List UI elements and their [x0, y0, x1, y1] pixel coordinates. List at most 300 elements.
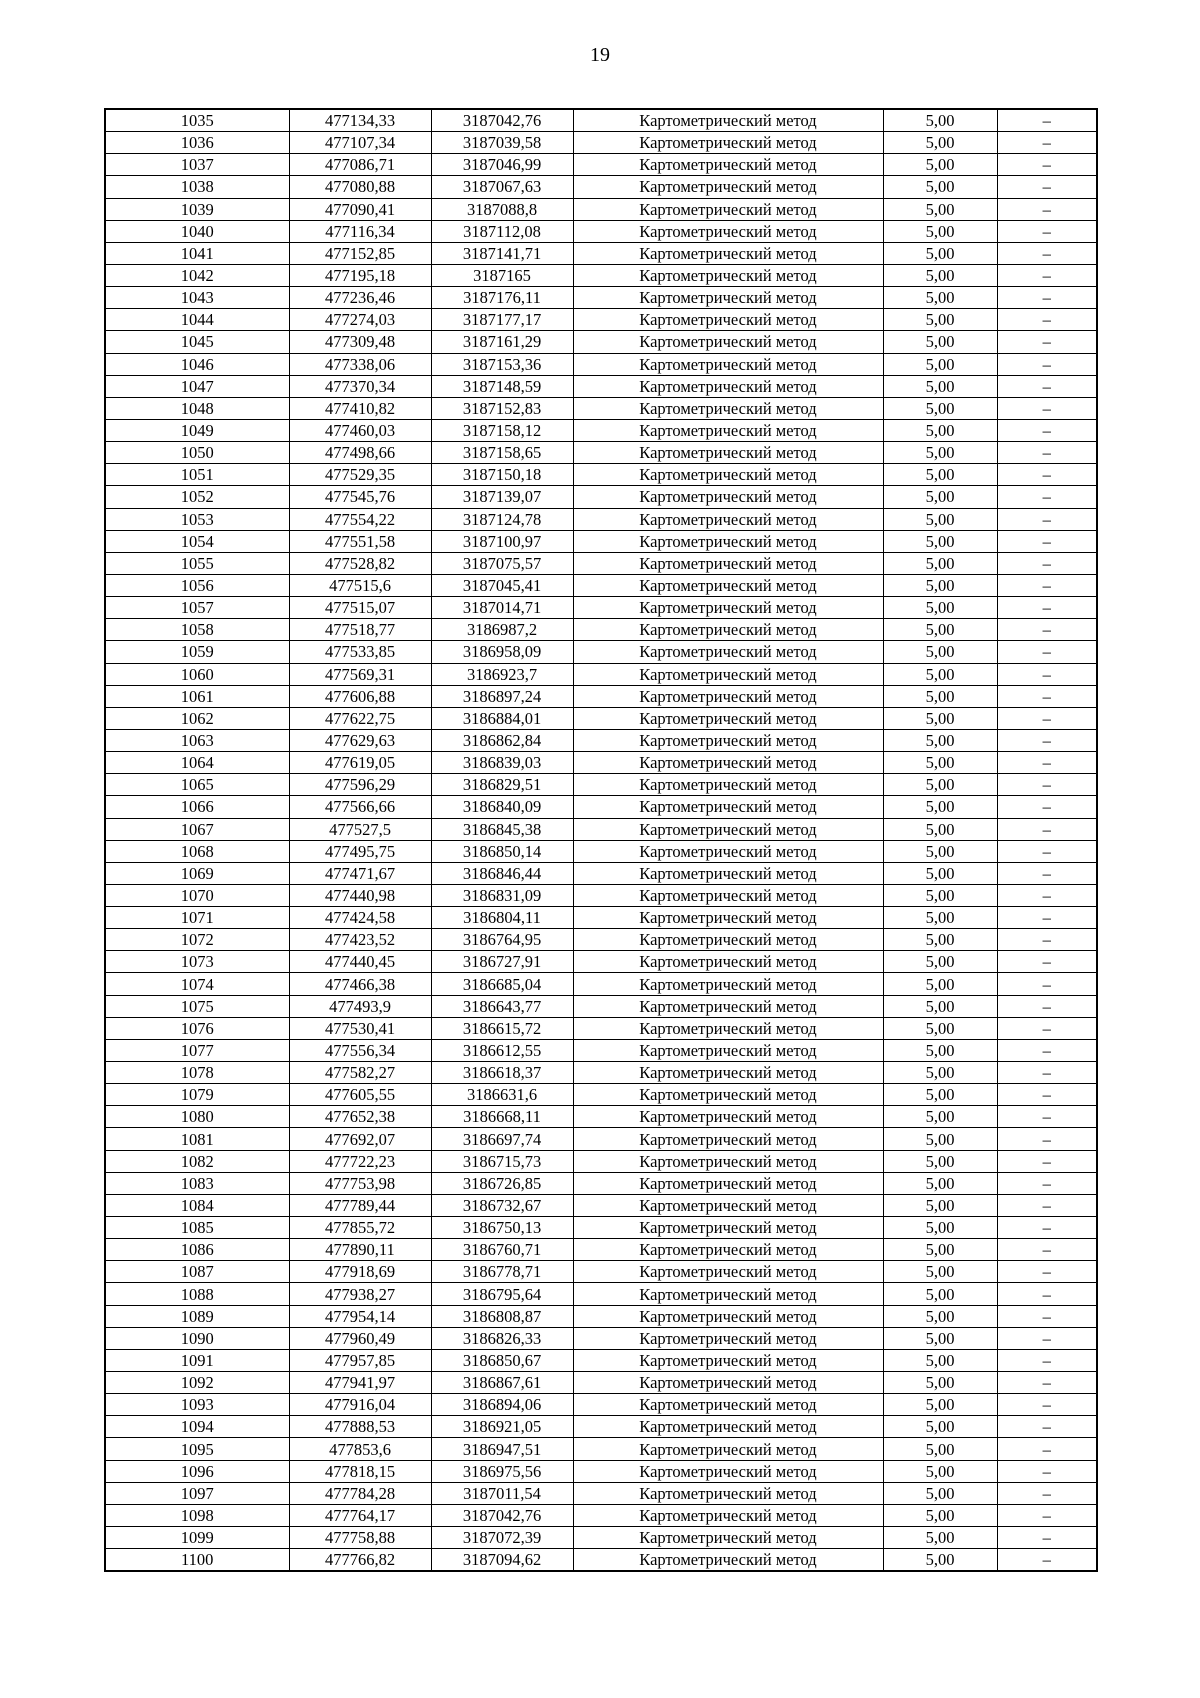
- y-coordinate-cell: 3187094,62: [431, 1549, 573, 1572]
- accuracy-cell: 5,00: [883, 242, 997, 264]
- point-number-cell: 1087: [105, 1261, 289, 1283]
- accuracy-cell: 5,00: [883, 1062, 997, 1084]
- accuracy-cell: 5,00: [883, 419, 997, 441]
- y-coordinate-cell: 3186987,2: [431, 619, 573, 641]
- table-row: [105, 641, 1097, 663]
- method-cell: Картометрический метод: [573, 1150, 883, 1172]
- method-cell: Картометрический метод: [573, 1128, 883, 1150]
- point-number-cell: 1062: [105, 707, 289, 729]
- accuracy-cell: 5,00: [883, 818, 997, 840]
- method-cell: Картометрический метод: [573, 1482, 883, 1504]
- accuracy-cell: 5,00: [883, 132, 997, 154]
- note-cell: –: [997, 1128, 1097, 1150]
- table-row: [105, 973, 1097, 995]
- accuracy-cell: 5,00: [883, 1504, 997, 1526]
- point-number-cell: 1048: [105, 397, 289, 419]
- x-coordinate-cell: 477853,6: [289, 1438, 431, 1460]
- y-coordinate-cell: 3187042,76: [431, 109, 573, 132]
- x-coordinate-cell: 477515,07: [289, 597, 431, 619]
- method-cell: Картометрический метод: [573, 1084, 883, 1106]
- y-coordinate-cell: 3187072,39: [431, 1527, 573, 1549]
- y-coordinate-cell: 3186845,38: [431, 818, 573, 840]
- y-coordinate-cell: 3186631,6: [431, 1084, 573, 1106]
- x-coordinate-cell: 477890,11: [289, 1239, 431, 1261]
- accuracy-cell: 5,00: [883, 884, 997, 906]
- note-cell: –: [997, 1283, 1097, 1305]
- x-coordinate-cell: 477493,9: [289, 995, 431, 1017]
- x-coordinate-cell: 477274,03: [289, 309, 431, 331]
- table-row: [105, 1527, 1097, 1549]
- method-cell: Картометрический метод: [573, 442, 883, 464]
- accuracy-cell: 5,00: [883, 220, 997, 242]
- table-row: [105, 552, 1097, 574]
- method-cell: Картометрический метод: [573, 176, 883, 198]
- y-coordinate-cell: 3186732,67: [431, 1194, 573, 1216]
- accuracy-cell: 5,00: [883, 1372, 997, 1394]
- table-row: [105, 287, 1097, 309]
- note-cell: –: [997, 663, 1097, 685]
- x-coordinate-cell: 477554,22: [289, 508, 431, 530]
- y-coordinate-cell: 3186727,91: [431, 951, 573, 973]
- method-cell: Картометрический метод: [573, 862, 883, 884]
- x-coordinate-cell: 477606,88: [289, 685, 431, 707]
- x-coordinate-cell: 477556,34: [289, 1039, 431, 1061]
- table-row: [105, 1460, 1097, 1482]
- note-cell: –: [997, 641, 1097, 663]
- point-number-cell: 1052: [105, 486, 289, 508]
- point-number-cell: 1036: [105, 132, 289, 154]
- table-row: [105, 464, 1097, 486]
- table-row: [105, 375, 1097, 397]
- x-coordinate-cell: 477622,75: [289, 707, 431, 729]
- accuracy-cell: 5,00: [883, 1017, 997, 1039]
- y-coordinate-cell: 3186894,06: [431, 1394, 573, 1416]
- table-row: [105, 1416, 1097, 1438]
- point-number-cell: 1046: [105, 353, 289, 375]
- method-cell: Картометрический метод: [573, 154, 883, 176]
- y-coordinate-cell: 3186839,03: [431, 752, 573, 774]
- point-number-cell: 1051: [105, 464, 289, 486]
- x-coordinate-cell: 477855,72: [289, 1217, 431, 1239]
- y-coordinate-cell: 3186884,01: [431, 707, 573, 729]
- table-row: [105, 729, 1097, 751]
- note-cell: –: [997, 309, 1097, 331]
- table-row: [105, 752, 1097, 774]
- y-coordinate-cell: 3187158,65: [431, 442, 573, 464]
- note-cell: –: [997, 951, 1097, 973]
- table-row: [105, 220, 1097, 242]
- method-cell: Картометрический метод: [573, 619, 883, 641]
- point-number-cell: 1081: [105, 1128, 289, 1150]
- table-row: [105, 685, 1097, 707]
- table-row: [105, 619, 1097, 641]
- note-cell: –: [997, 1549, 1097, 1572]
- x-coordinate-cell: 477423,52: [289, 929, 431, 951]
- point-number-cell: 1082: [105, 1150, 289, 1172]
- note-cell: –: [997, 840, 1097, 862]
- y-coordinate-cell: 3186760,71: [431, 1239, 573, 1261]
- point-number-cell: 1041: [105, 242, 289, 264]
- point-number-cell: 1063: [105, 729, 289, 751]
- accuracy-cell: 5,00: [883, 1194, 997, 1216]
- table-row: [105, 176, 1097, 198]
- accuracy-cell: 5,00: [883, 951, 997, 973]
- y-coordinate-cell: 3187088,8: [431, 198, 573, 220]
- table-row: [105, 442, 1097, 464]
- accuracy-cell: 5,00: [883, 619, 997, 641]
- point-number-cell: 1053: [105, 508, 289, 530]
- table-row: [105, 1438, 1097, 1460]
- note-cell: –: [997, 929, 1097, 951]
- x-coordinate-cell: 477818,15: [289, 1460, 431, 1482]
- x-coordinate-cell: 477758,88: [289, 1527, 431, 1549]
- point-number-cell: 1078: [105, 1062, 289, 1084]
- table-row: [105, 1327, 1097, 1349]
- x-coordinate-cell: 477916,04: [289, 1394, 431, 1416]
- note-cell: –: [997, 729, 1097, 751]
- accuracy-cell: 5,00: [883, 1349, 997, 1371]
- table-row: [105, 198, 1097, 220]
- point-number-cell: 1099: [105, 1527, 289, 1549]
- method-cell: Картометрический метод: [573, 1549, 883, 1572]
- method-cell: Картометрический метод: [573, 951, 883, 973]
- point-number-cell: 1066: [105, 796, 289, 818]
- accuracy-cell: 5,00: [883, 1527, 997, 1549]
- note-cell: –: [997, 1438, 1097, 1460]
- note-cell: –: [997, 752, 1097, 774]
- y-coordinate-cell: 3186643,77: [431, 995, 573, 1017]
- y-coordinate-cell: 3186668,11: [431, 1106, 573, 1128]
- method-cell: Картометрический метод: [573, 419, 883, 441]
- method-cell: Картометрический метод: [573, 552, 883, 574]
- point-number-cell: 1050: [105, 442, 289, 464]
- table-row: [105, 597, 1097, 619]
- y-coordinate-cell: 3186923,7: [431, 663, 573, 685]
- accuracy-cell: 5,00: [883, 862, 997, 884]
- accuracy-cell: 5,00: [883, 1460, 997, 1482]
- coordinates-table: [104, 108, 1098, 1572]
- table-row: [105, 397, 1097, 419]
- y-coordinate-cell: 3186808,87: [431, 1305, 573, 1327]
- note-cell: –: [997, 574, 1097, 596]
- x-coordinate-cell: 477424,58: [289, 907, 431, 929]
- accuracy-cell: 5,00: [883, 176, 997, 198]
- y-coordinate-cell: 3186850,14: [431, 840, 573, 862]
- method-cell: Картометрический метод: [573, 707, 883, 729]
- table-row: [105, 818, 1097, 840]
- note-cell: –: [997, 486, 1097, 508]
- point-number-cell: 1056: [105, 574, 289, 596]
- note-cell: –: [997, 1372, 1097, 1394]
- x-coordinate-cell: 477440,45: [289, 951, 431, 973]
- method-cell: Картометрический метод: [573, 729, 883, 751]
- point-number-cell: 1039: [105, 198, 289, 220]
- accuracy-cell: 5,00: [883, 641, 997, 663]
- table-row: [105, 508, 1097, 530]
- accuracy-cell: 5,00: [883, 375, 997, 397]
- x-coordinate-cell: 477960,49: [289, 1327, 431, 1349]
- accuracy-cell: 5,00: [883, 508, 997, 530]
- y-coordinate-cell: 3186612,55: [431, 1039, 573, 1061]
- method-cell: Картометрический метод: [573, 641, 883, 663]
- y-coordinate-cell: 3186826,33: [431, 1327, 573, 1349]
- point-number-cell: 1085: [105, 1217, 289, 1239]
- method-cell: Картометрический метод: [573, 1283, 883, 1305]
- note-cell: –: [997, 242, 1097, 264]
- method-cell: Картометрический метод: [573, 1504, 883, 1526]
- table-row: [105, 242, 1097, 264]
- accuracy-cell: 5,00: [883, 840, 997, 862]
- method-cell: Картометрический метод: [573, 818, 883, 840]
- y-coordinate-cell: 3187139,07: [431, 486, 573, 508]
- table-row: [105, 1062, 1097, 1084]
- y-coordinate-cell: 3186726,85: [431, 1172, 573, 1194]
- accuracy-cell: 5,00: [883, 1039, 997, 1061]
- method-cell: Картометрический метод: [573, 1062, 883, 1084]
- point-number-cell: 1049: [105, 419, 289, 441]
- note-cell: –: [997, 1239, 1097, 1261]
- y-coordinate-cell: 3186846,44: [431, 862, 573, 884]
- y-coordinate-cell: 3187158,12: [431, 419, 573, 441]
- accuracy-cell: 5,00: [883, 663, 997, 685]
- x-coordinate-cell: 477080,88: [289, 176, 431, 198]
- method-cell: Картометрический метод: [573, 1438, 883, 1460]
- method-cell: Картометрический метод: [573, 287, 883, 309]
- point-number-cell: 1072: [105, 929, 289, 951]
- x-coordinate-cell: 477518,77: [289, 619, 431, 641]
- point-number-cell: 1076: [105, 1017, 289, 1039]
- y-coordinate-cell: 3187161,29: [431, 331, 573, 353]
- accuracy-cell: 5,00: [883, 397, 997, 419]
- method-cell: Картометрический метод: [573, 109, 883, 132]
- y-coordinate-cell: 3186618,37: [431, 1062, 573, 1084]
- method-cell: Картометрический метод: [573, 1394, 883, 1416]
- accuracy-cell: 5,00: [883, 464, 997, 486]
- method-cell: Картометрический метод: [573, 464, 883, 486]
- note-cell: –: [997, 464, 1097, 486]
- coordinates-table-body: [105, 109, 1097, 1571]
- method-cell: Картометрический метод: [573, 685, 883, 707]
- table-row: [105, 907, 1097, 929]
- y-coordinate-cell: 3186921,05: [431, 1416, 573, 1438]
- method-cell: Картометрический метод: [573, 264, 883, 286]
- accuracy-cell: 5,00: [883, 353, 997, 375]
- method-cell: Картометрический метод: [573, 796, 883, 818]
- point-number-cell: 1060: [105, 663, 289, 685]
- method-cell: Картометрический метод: [573, 752, 883, 774]
- note-cell: –: [997, 774, 1097, 796]
- table-row: [105, 707, 1097, 729]
- method-cell: Картометрический метод: [573, 1172, 883, 1194]
- accuracy-cell: 5,00: [883, 287, 997, 309]
- point-number-cell: 1073: [105, 951, 289, 973]
- accuracy-cell: 5,00: [883, 929, 997, 951]
- table-row: [105, 530, 1097, 552]
- point-number-cell: 1079: [105, 1084, 289, 1106]
- point-number-cell: 1069: [105, 862, 289, 884]
- point-number-cell: 1059: [105, 641, 289, 663]
- method-cell: Картометрический метод: [573, 1017, 883, 1039]
- accuracy-cell: 5,00: [883, 154, 997, 176]
- y-coordinate-cell: 3187039,58: [431, 132, 573, 154]
- x-coordinate-cell: 477938,27: [289, 1283, 431, 1305]
- y-coordinate-cell: 3186862,84: [431, 729, 573, 751]
- table-row: [105, 486, 1097, 508]
- method-cell: Картометрический метод: [573, 995, 883, 1017]
- note-cell: –: [997, 1460, 1097, 1482]
- accuracy-cell: 5,00: [883, 486, 997, 508]
- note-cell: –: [997, 995, 1097, 1017]
- point-number-cell: 1055: [105, 552, 289, 574]
- y-coordinate-cell: 3186831,09: [431, 884, 573, 906]
- method-cell: Картометрический метод: [573, 353, 883, 375]
- x-coordinate-cell: 477722,23: [289, 1150, 431, 1172]
- table-row: [105, 1239, 1097, 1261]
- accuracy-cell: 5,00: [883, 685, 997, 707]
- x-coordinate-cell: 477090,41: [289, 198, 431, 220]
- accuracy-cell: 5,00: [883, 309, 997, 331]
- point-number-cell: 1044: [105, 309, 289, 331]
- accuracy-cell: 5,00: [883, 1327, 997, 1349]
- point-number-cell: 1045: [105, 331, 289, 353]
- y-coordinate-cell: 3186715,73: [431, 1150, 573, 1172]
- method-cell: Картометрический метод: [573, 574, 883, 596]
- accuracy-cell: 5,00: [883, 796, 997, 818]
- method-cell: Картометрический метод: [573, 397, 883, 419]
- y-coordinate-cell: 3187150,18: [431, 464, 573, 486]
- point-number-cell: 1061: [105, 685, 289, 707]
- method-cell: Картометрический метод: [573, 1349, 883, 1371]
- point-number-cell: 1092: [105, 1372, 289, 1394]
- point-number-cell: 1084: [105, 1194, 289, 1216]
- x-coordinate-cell: 477954,14: [289, 1305, 431, 1327]
- accuracy-cell: 5,00: [883, 729, 997, 751]
- note-cell: –: [997, 375, 1097, 397]
- point-number-cell: 1075: [105, 995, 289, 1017]
- table-row: [105, 1084, 1097, 1106]
- method-cell: Картометрический метод: [573, 1460, 883, 1482]
- method-cell: Картометрический метод: [573, 907, 883, 929]
- note-cell: –: [997, 907, 1097, 929]
- x-coordinate-cell: 477596,29: [289, 774, 431, 796]
- note-cell: –: [997, 1504, 1097, 1526]
- note-cell: –: [997, 154, 1097, 176]
- y-coordinate-cell: 3186840,09: [431, 796, 573, 818]
- method-cell: Картометрический метод: [573, 774, 883, 796]
- x-coordinate-cell: 477086,71: [289, 154, 431, 176]
- accuracy-cell: 5,00: [883, 1394, 997, 1416]
- x-coordinate-cell: 477629,63: [289, 729, 431, 751]
- accuracy-cell: 5,00: [883, 1305, 997, 1327]
- method-cell: Картометрический метод: [573, 597, 883, 619]
- y-coordinate-cell: 3186867,61: [431, 1372, 573, 1394]
- x-coordinate-cell: 477530,41: [289, 1017, 431, 1039]
- table-row: [105, 1172, 1097, 1194]
- note-cell: –: [997, 331, 1097, 353]
- accuracy-cell: 5,00: [883, 331, 997, 353]
- method-cell: Картометрический метод: [573, 242, 883, 264]
- method-cell: Картометрический метод: [573, 840, 883, 862]
- note-cell: –: [997, 132, 1097, 154]
- note-cell: –: [997, 1394, 1097, 1416]
- x-coordinate-cell: 477134,33: [289, 109, 431, 132]
- note-cell: –: [997, 442, 1097, 464]
- note-cell: –: [997, 397, 1097, 419]
- accuracy-cell: 5,00: [883, 1549, 997, 1572]
- note-cell: –: [997, 1172, 1097, 1194]
- table-row: [105, 1106, 1097, 1128]
- x-coordinate-cell: 477569,31: [289, 663, 431, 685]
- x-coordinate-cell: 477529,35: [289, 464, 431, 486]
- point-number-cell: 1095: [105, 1438, 289, 1460]
- point-number-cell: 1065: [105, 774, 289, 796]
- table-row: [105, 109, 1097, 132]
- point-number-cell: 1070: [105, 884, 289, 906]
- x-coordinate-cell: 477309,48: [289, 331, 431, 353]
- table-row: [105, 951, 1097, 973]
- x-coordinate-cell: 477527,5: [289, 818, 431, 840]
- y-coordinate-cell: 3186697,74: [431, 1128, 573, 1150]
- point-number-cell: 1067: [105, 818, 289, 840]
- note-cell: –: [997, 1017, 1097, 1039]
- accuracy-cell: 5,00: [883, 752, 997, 774]
- x-coordinate-cell: 477545,76: [289, 486, 431, 508]
- y-coordinate-cell: 3186615,72: [431, 1017, 573, 1039]
- method-cell: Картометрический метод: [573, 973, 883, 995]
- x-coordinate-cell: 477551,58: [289, 530, 431, 552]
- accuracy-cell: 5,00: [883, 1106, 997, 1128]
- accuracy-cell: 5,00: [883, 574, 997, 596]
- note-cell: –: [997, 176, 1097, 198]
- y-coordinate-cell: 3187067,63: [431, 176, 573, 198]
- note-cell: –: [997, 1106, 1097, 1128]
- x-coordinate-cell: 477582,27: [289, 1062, 431, 1084]
- note-cell: –: [997, 685, 1097, 707]
- method-cell: Картометрический метод: [573, 530, 883, 552]
- y-coordinate-cell: 3187124,78: [431, 508, 573, 530]
- point-number-cell: 1054: [105, 530, 289, 552]
- accuracy-cell: 5,00: [883, 1239, 997, 1261]
- note-cell: –: [997, 1349, 1097, 1371]
- x-coordinate-cell: 477460,03: [289, 419, 431, 441]
- note-cell: –: [997, 619, 1097, 641]
- y-coordinate-cell: 3186947,51: [431, 1438, 573, 1460]
- accuracy-cell: 5,00: [883, 707, 997, 729]
- accuracy-cell: 5,00: [883, 552, 997, 574]
- note-cell: –: [997, 1194, 1097, 1216]
- table-row: [105, 1039, 1097, 1061]
- x-coordinate-cell: 477957,85: [289, 1349, 431, 1371]
- accuracy-cell: 5,00: [883, 973, 997, 995]
- note-cell: –: [997, 530, 1097, 552]
- method-cell: Картометрический метод: [573, 1327, 883, 1349]
- table-row: [105, 132, 1097, 154]
- table-row: [105, 1283, 1097, 1305]
- accuracy-cell: 5,00: [883, 907, 997, 929]
- note-cell: –: [997, 508, 1097, 530]
- note-cell: –: [997, 220, 1097, 242]
- point-number-cell: 1043: [105, 287, 289, 309]
- method-cell: Картометрический метод: [573, 1239, 883, 1261]
- x-coordinate-cell: 477107,34: [289, 132, 431, 154]
- table-row: [105, 154, 1097, 176]
- accuracy-cell: 5,00: [883, 109, 997, 132]
- x-coordinate-cell: 477471,67: [289, 862, 431, 884]
- method-cell: Картометрический метод: [573, 1527, 883, 1549]
- method-cell: Картометрический метод: [573, 1305, 883, 1327]
- note-cell: –: [997, 1084, 1097, 1106]
- accuracy-cell: 5,00: [883, 1416, 997, 1438]
